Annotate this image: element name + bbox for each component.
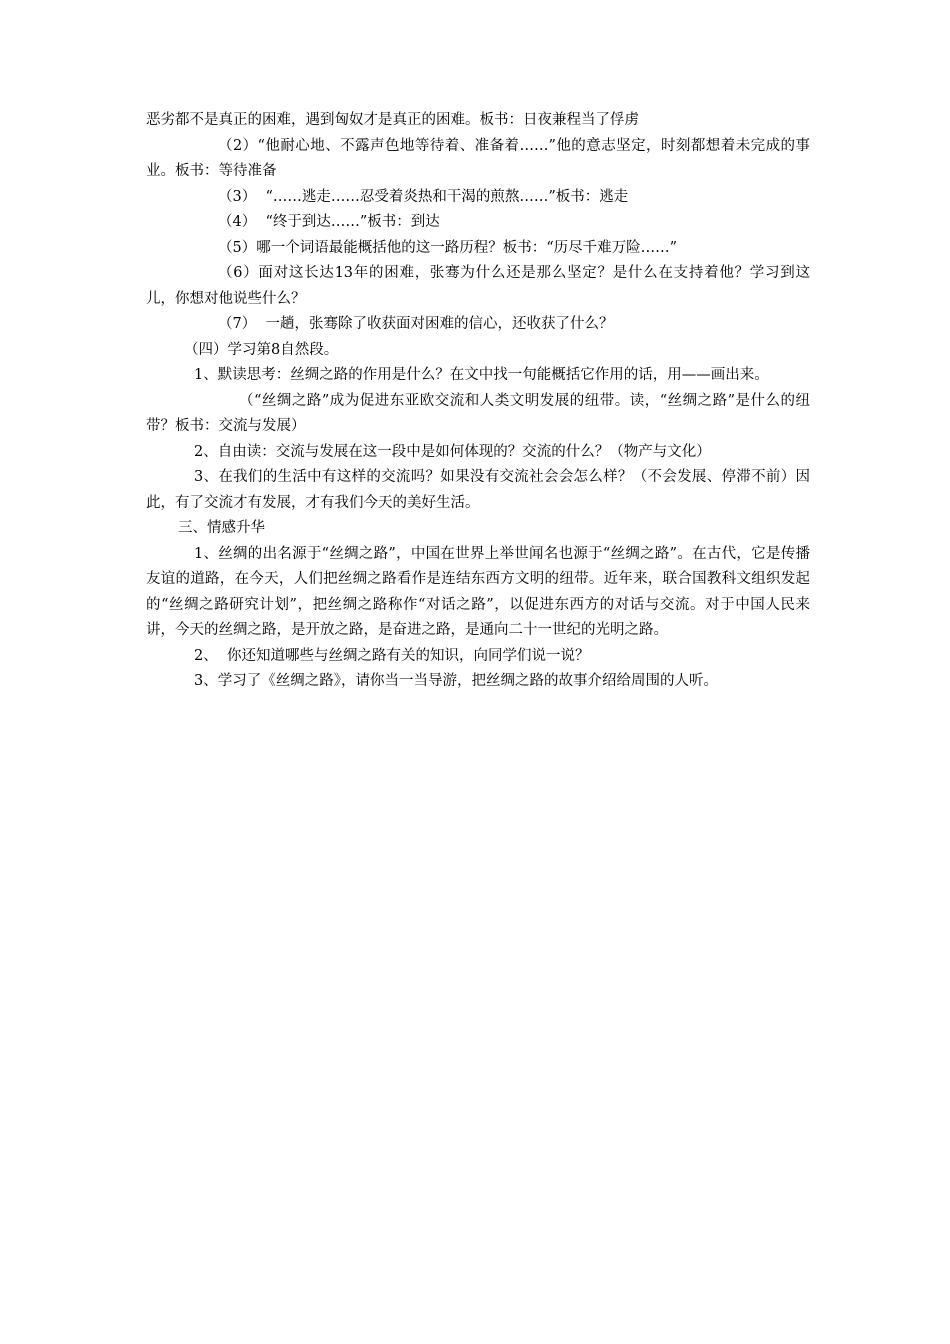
- paragraph-5: （5）哪一个词语最能概括他的这一路历程？板书：“历尽千难万险……”: [218, 239, 678, 256]
- paragraph-15: 2、 你还知道哪些与丝绸之路有关的知识，向同学们说一说？: [194, 647, 590, 664]
- paragraph-10: （“丝绸之路”成为促进东亚欧交流和人类文明发展的纽带。读，“丝绸之路”是什么的纽带？板书：交流与发展）: [146, 392, 810, 434]
- paragraph-9: 1、默读思考：丝绸之路的作用是什么？在文中找一句能概括它作用的话，用——画出来。: [194, 367, 769, 383]
- paragraph-7: （7） 一趟，张骞除了收获面对困难的信心，还收获了什么？: [218, 316, 614, 332]
- paragraph-16: 3、学习了《丝绸之路》，请你当一当导游，把丝绸之路的故事介绍给周围的人听。: [194, 673, 718, 689]
- paragraph-11: 2、自由读：交流与发展在这一段中是如何体现的？交流的什么？（物产与文化）: [194, 443, 711, 460]
- paragraph-12: 3、在我们的生活中有这样的交流吗？如果没有交流社会会怎么样？（不会发展、停滞不前）因此，有了交流才有发展，才有我们今天的美好生活。: [146, 469, 810, 511]
- paragraph-3: （3） “……逃走……忍受着炎热和干渴的煎熬……”板书：逃走: [218, 188, 629, 205]
- paragraph-6: （6）面对这长达13年的困难，张骞为什么还是那么坚定？是什么在支持着他？学习到这儿，你想对他说些什么？: [146, 265, 810, 307]
- section-heading-4: （四）学习第8自然段。: [184, 341, 339, 358]
- document-page: [146, 108, 810, 695]
- section-heading-3: 三、情感升华: [178, 520, 265, 536]
- paragraph-1: 恶劣都不是真正的困难，遇到匈奴才是真正的困难。板书：日夜兼程当了俘虏: [146, 112, 639, 128]
- paragraph-4: （4） “终于到达……”板书：到达: [218, 214, 440, 230]
- paragraph-2: （2）“他耐心地、不露声色地等待着、准备着……”他的意志坚定，时刻都想着未完成的事业。板书：等待准备: [146, 137, 810, 179]
- paragraph-14: 1、丝绸的出名源于“丝绸之路”，中国在世界上举世闻名也源于“丝绸之路”。在古代，它是传播友谊的道路，在今天，人们把丝绸之路看作是连结东西方文明的纽带。近年来，联合国教科文组织发起的“丝绸之路研究计划”，把丝绸之路称作“对话之路”，以促进东西方的对话与交流。对于中国人民来讲，今天的丝绸之路，是开放之路，是奋进之路，是通向二十一世纪的光明之路。: [146, 545, 810, 638]
